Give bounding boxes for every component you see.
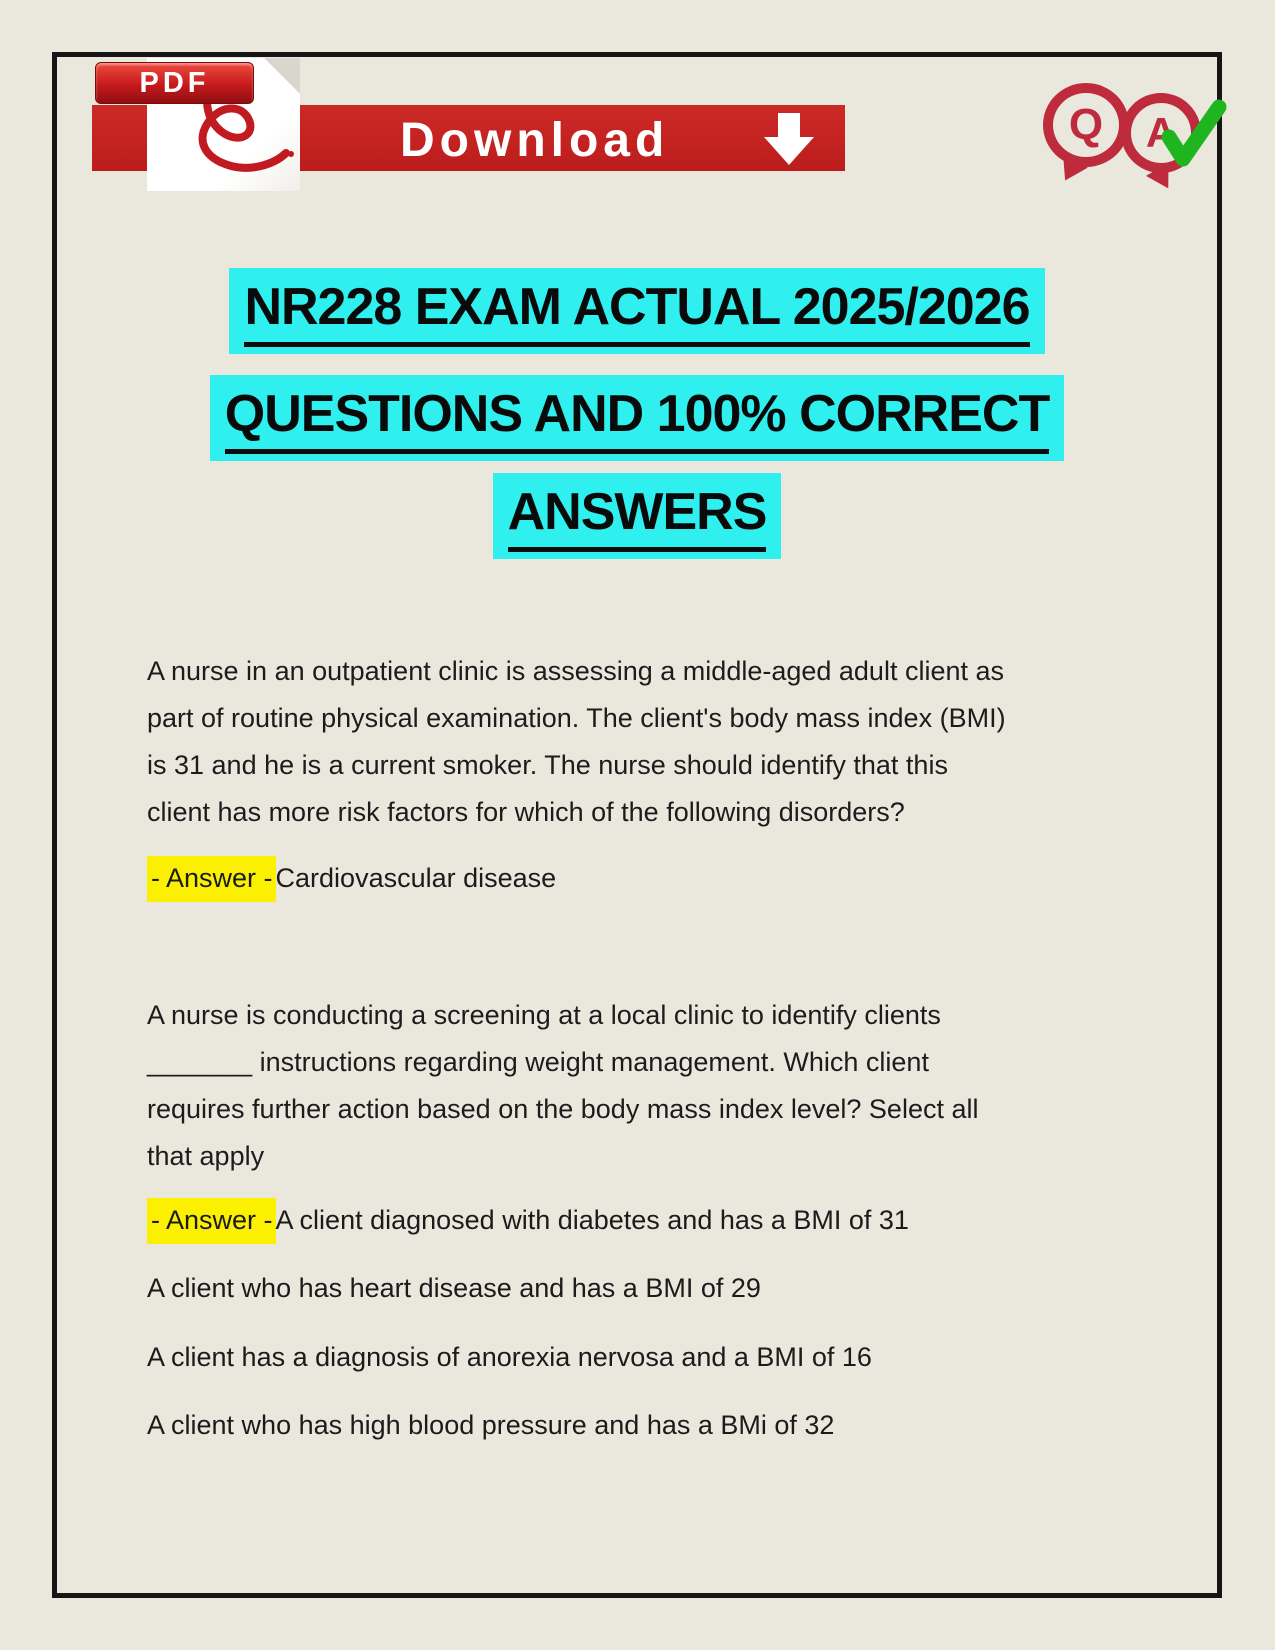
question-2-line: A nurse is conducting a screening at a local clinic to identify clients xyxy=(147,1000,941,1030)
pdf-badge-label: PDF xyxy=(139,66,210,99)
title-line-1 xyxy=(57,268,1217,354)
answer-1-label: - Answer - xyxy=(147,856,276,902)
question-2-line: requires further action based on the body mass index level? Select all xyxy=(147,1094,979,1124)
title-line-2 xyxy=(57,375,1217,461)
option-row: A client who has high blood pressure and has a BMi of 32 xyxy=(147,1410,835,1440)
question-1-paragraph xyxy=(147,648,1107,836)
qa-logo-q-letter: Q xyxy=(1068,100,1104,149)
title-line-3 xyxy=(57,473,1217,559)
question-1-line: client has more risk factors for which of the following disorders? xyxy=(147,797,905,827)
answer-2-text: A client diagnosed with diabetes and has a BMI of 31 xyxy=(275,1205,909,1235)
option-row: A client who has heart disease and has a BMI of 29 xyxy=(147,1273,761,1303)
answer-1-text: Cardiovascular disease xyxy=(275,863,557,893)
download-label: Download xyxy=(400,114,670,167)
question-1-line: is 31 and he is a current smoker. The nurse should identify that this xyxy=(147,750,948,780)
title-text-3: ANSWERS xyxy=(508,482,767,552)
answer-2-row xyxy=(147,1197,1147,1244)
title-text-1: NR228 EXAM ACTUAL 2025/2026 xyxy=(244,277,1029,347)
pdf-badge xyxy=(95,62,254,104)
question-bubble-icon xyxy=(1043,83,1129,167)
answer-2-label: - Answer - xyxy=(147,1198,276,1244)
checkmark-icon xyxy=(1147,97,1227,172)
question-1-line: part of routine physical examination. The client's body mass index (BMI) xyxy=(147,703,1006,733)
question-2-line: that apply xyxy=(147,1141,265,1171)
question-2-paragraph xyxy=(147,992,1107,1180)
title-text-2: QUESTIONS AND 100% CORRECT xyxy=(225,384,1049,454)
option-row: A client has a diagnosis of anorexia nervosa and a BMI of 16 xyxy=(147,1342,872,1372)
qa-logo xyxy=(1035,75,1210,195)
qa-logo-a-letter: A xyxy=(1145,109,1177,156)
question-1-line: A nurse in an outpatient clinic is assessing a middle-aged adult client as xyxy=(147,656,1004,686)
download-arrow-icon xyxy=(760,113,818,165)
question-2-line: _______ instructions regarding weight management. Which client xyxy=(147,1047,929,1077)
answer-1-row xyxy=(147,855,1147,902)
